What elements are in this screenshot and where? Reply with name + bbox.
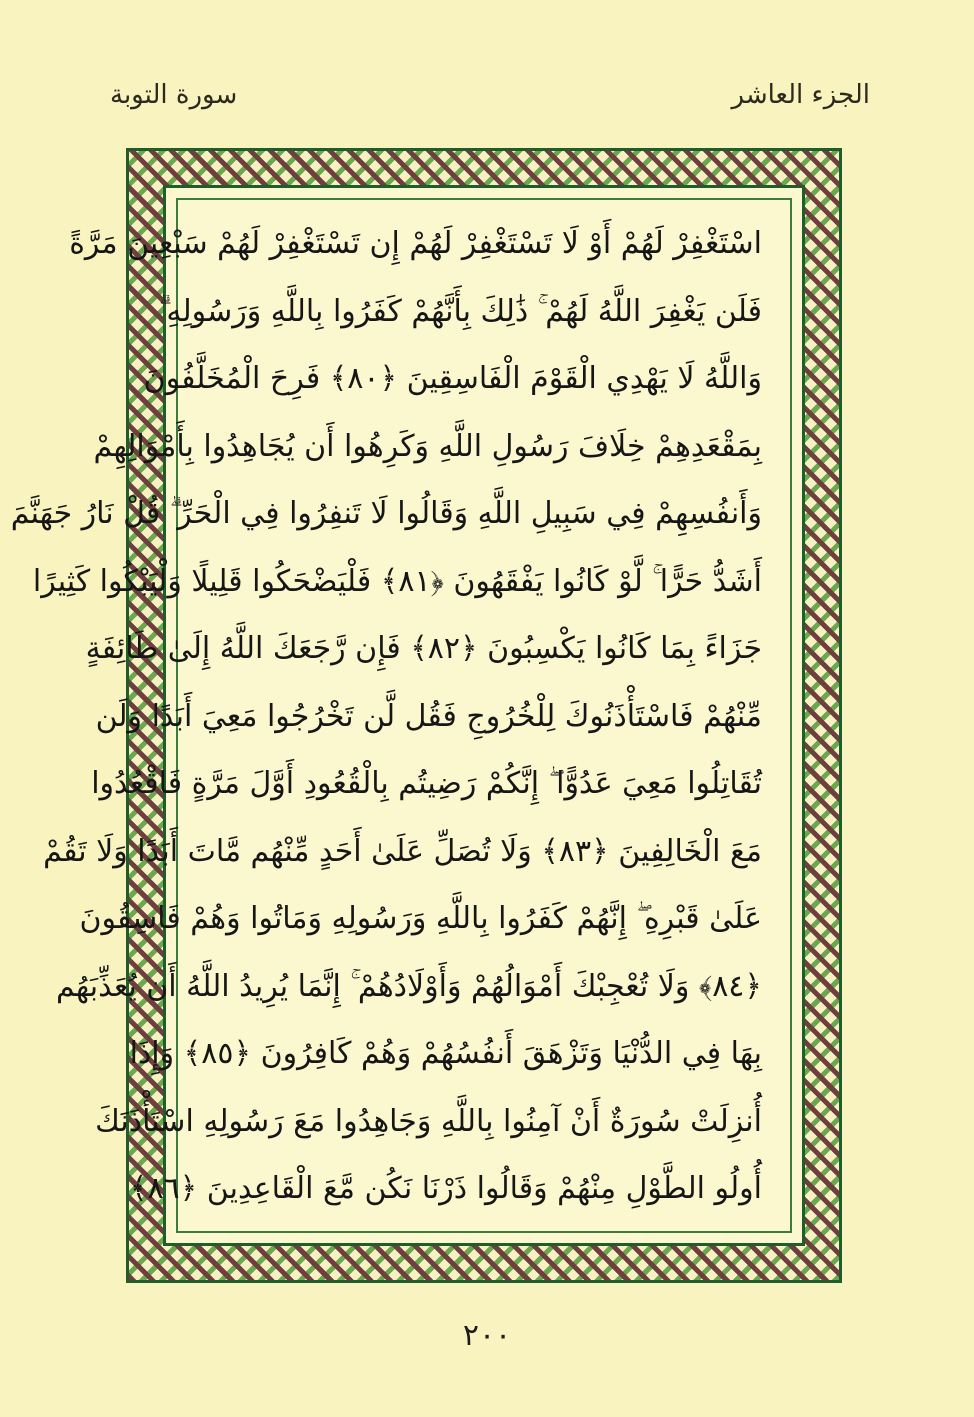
text-line: فَلَن يَغْفِرَ اللَّهُ لَهُمْ ۚ ذَٰلِكَ بِأَنَّهُمْ كَفَرُوا بِاللَّهِ وَرَسُولِهِ ۗ [158,293,762,329]
ornamental-frame [10,148,842,1283]
text-line: بِمَقْعَدِهِمْ خِلَافَ رَسُولِ اللَّهِ وَكَرِهُوا أَن يُجَاهِدُوا بِأَمْوَالِهِمْ [93,428,762,464]
text-line: أَشَدُّ حَرًّا ۚ لَّوْ كَانُوا يَفْقَهُونَ ﴿٨١﴾ فَلْيَضْحَكُوا قَلِيلًا وَلْيَبْكُوا كَثِيرًا [32,563,762,599]
text-line: أُولُو الطَّوْلِ مِنْهُمْ وَقَالُوا ذَرْنَا نَكُن مَّعَ الْقَاعِدِينَ ﴿٨٦﴾ [129,1171,762,1206]
text-line: اسْتَغْفِرْ لَهُمْ أَوْ لَا تَسْتَغْفِرْ لَهُمْ إِن تَسْتَغْفِرْ لَهُمْ سَبْعِينَ مَرَّةً [69,226,762,261]
juz-name: الجزء العاشر [731,80,870,110]
text-line: عَلَىٰ قَبْرِهِ ۖ إِنَّهُمْ كَفَرُوا بِاللَّهِ وَرَسُولِهِ وَمَاتُوا وَهُمْ فَاسِقُونَ [79,901,762,936]
text-line: تُقَاتِلُوا مَعِيَ عَدُوًّا ۖ إِنَّكُمْ رَضِيتُم بِالْقُعُودِ أَوَّلَ مَرَّةٍ فَاقْعُدُوا [91,766,762,801]
text-line: مِّنْهُمْ فَاسْتَأْذَنُوكَ لِلْخُرُوجِ فَقُل لَّن تَخْرُجُوا مَعِيَ أَبَدًا وَلَن [95,698,762,734]
text-line: وَاللَّهُ لَا يَهْدِي الْقَوْمَ الْفَاسِقِينَ ﴿٨٠﴾ فَرِحَ الْمُخَلَّفُونَ [143,361,762,396]
text-line: وَأَنفُسِهِمْ فِي سَبِيلِ اللَّهِ وَقَالُوا لَا تَنفِرُوا فِي الْحَرِّ ۗ قُلْ نَارُ جَهَنَّمَ [10,496,762,531]
text-panel [10,185,805,1246]
text-line: بِهَا فِي الدُّنْيَا وَتَزْهَقَ أَنفُسُهُمْ وَهُمْ كَافِرُونَ ﴿٨٥﴾ وَإِذَا [129,1036,762,1071]
quran-text [10,210,762,1223]
text-line: جَزَاءً بِمَا كَانُوا يَكْسِبُونَ ﴿٨٢﴾ فَإِن رَّجَعَكَ اللَّهُ إِلَىٰ طَائِفَةٍ [85,631,762,666]
text-line: أُنزِلَتْ سُورَةٌ أَنْ آمِنُوا بِاللَّهِ وَجَاهِدُوا مَعَ رَسُولِهِ اسْتَأْذَنَكَ [95,1103,762,1139]
page-number: ٢٠٠ [462,1318,512,1353]
surah-name: سورة التوبة [110,80,238,110]
page-header [110,70,870,120]
text-line: مَعَ الْخَالِفِينَ ﴿٨٣﴾ وَلَا تُصَلِّ عَلَىٰ أَحَدٍ مِّنْهُم مَّاتَ أَبَدًا وَلَا تَقُمْ [43,833,762,869]
text-line: ﴿٨٤﴾ وَلَا تُعْجِبْكَ أَمْوَالُهُمْ وَأَوْلَادُهُمْ ۚ إِنَّمَا يُرِيدُ اللَّهُ أَن يُعَذِّبَهُم [55,968,762,1004]
